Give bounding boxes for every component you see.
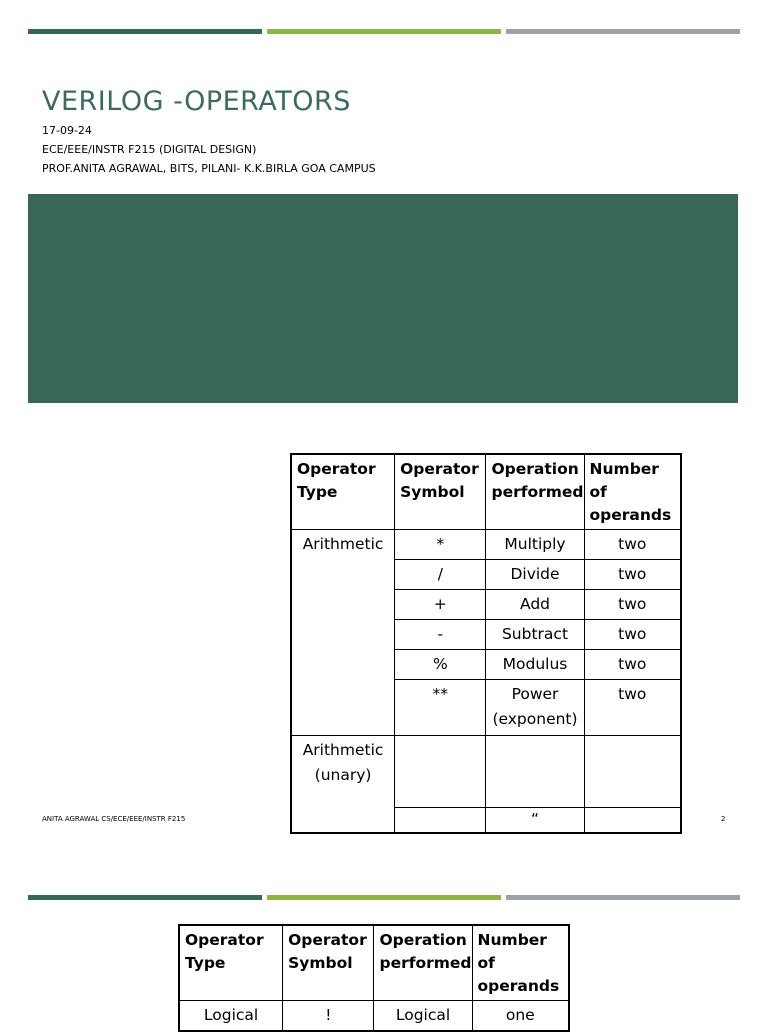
- operands-cell: two: [584, 530, 681, 560]
- symbol-cell: !: [283, 1001, 374, 1032]
- table-row: [179, 1001, 569, 1032]
- page-number: 2: [721, 815, 726, 823]
- slide-date: 17-09-24: [42, 124, 92, 137]
- header-operator-symbol: Operator Symbol: [283, 925, 374, 1001]
- operation-cell: Modulus: [486, 650, 584, 680]
- bottom-bar-gray: [506, 895, 740, 900]
- top-bar-light-green: [267, 29, 501, 34]
- header-number-of-operands: Number of operands: [584, 454, 681, 530]
- header-operation-performed: Operation performed: [486, 454, 584, 530]
- operation-cell: Multiply: [486, 530, 584, 560]
- operators-table-logical: [178, 924, 570, 1032]
- symbol-cell: +: [395, 590, 486, 620]
- header-operator-symbol: Operator Symbol: [395, 454, 486, 530]
- operation-cell: Logical: [374, 1001, 472, 1032]
- slide-title: VERILOG -OPERATORS: [42, 86, 351, 117]
- table-row: [291, 736, 681, 808]
- operands-cell: two: [584, 560, 681, 590]
- operands-cell: one: [472, 1001, 569, 1032]
- author-line: PROF.ANITA AGRAWAL, BITS, PILANI- K.K.BIRLA GOA CAMPUS: [42, 162, 376, 175]
- operation-cell: “: [486, 807, 584, 833]
- operators-table-arithmetic: [290, 453, 682, 834]
- course-name: ECE/EEE/INSTR F215 (DIGITAL DESIGN): [42, 143, 257, 156]
- bottom-bar-dark-green: [28, 895, 262, 900]
- operator-type-cell: Arithmetic (unary): [291, 736, 395, 834]
- table-header-row: [179, 925, 569, 1001]
- top-bar-dark-green: [28, 29, 262, 34]
- symbol-cell: **: [395, 680, 486, 736]
- symbol-cell: [395, 807, 486, 833]
- operator-type-cell: Arithmetic: [291, 530, 395, 736]
- table-row: [291, 530, 681, 560]
- header-number-of-operands: Number of operands: [472, 925, 569, 1001]
- operator-type-cell: Logical: [179, 1001, 283, 1032]
- operands-cell: two: [584, 680, 681, 736]
- operands-cell: [584, 736, 681, 808]
- operation-cell: Subtract: [486, 620, 584, 650]
- operands-cell: [584, 807, 681, 833]
- header-operation-performed: Operation performed: [374, 925, 472, 1001]
- operands-cell: two: [584, 650, 681, 680]
- green-content-band: [28, 194, 738, 403]
- operation-cell: [486, 736, 584, 808]
- table-header-row: [291, 454, 681, 530]
- header-operator-type: Operator Type: [179, 925, 283, 1001]
- top-bar-gray: [506, 29, 740, 34]
- symbol-cell: [395, 736, 486, 808]
- bottom-bar-light-green: [267, 895, 501, 900]
- operation-cell: Divide: [486, 560, 584, 590]
- symbol-cell: -: [395, 620, 486, 650]
- header-operator-type: Operator Type: [291, 454, 395, 530]
- symbol-cell: *: [395, 530, 486, 560]
- operation-cell: Power (exponent): [486, 680, 584, 736]
- slide-footer: ANITA AGRAWAL CS/ECE/EEE/INSTR F215: [42, 815, 186, 823]
- operands-cell: two: [584, 590, 681, 620]
- operands-cell: two: [584, 620, 681, 650]
- operation-cell: Add: [486, 590, 584, 620]
- symbol-cell: %: [395, 650, 486, 680]
- symbol-cell: /: [395, 560, 486, 590]
